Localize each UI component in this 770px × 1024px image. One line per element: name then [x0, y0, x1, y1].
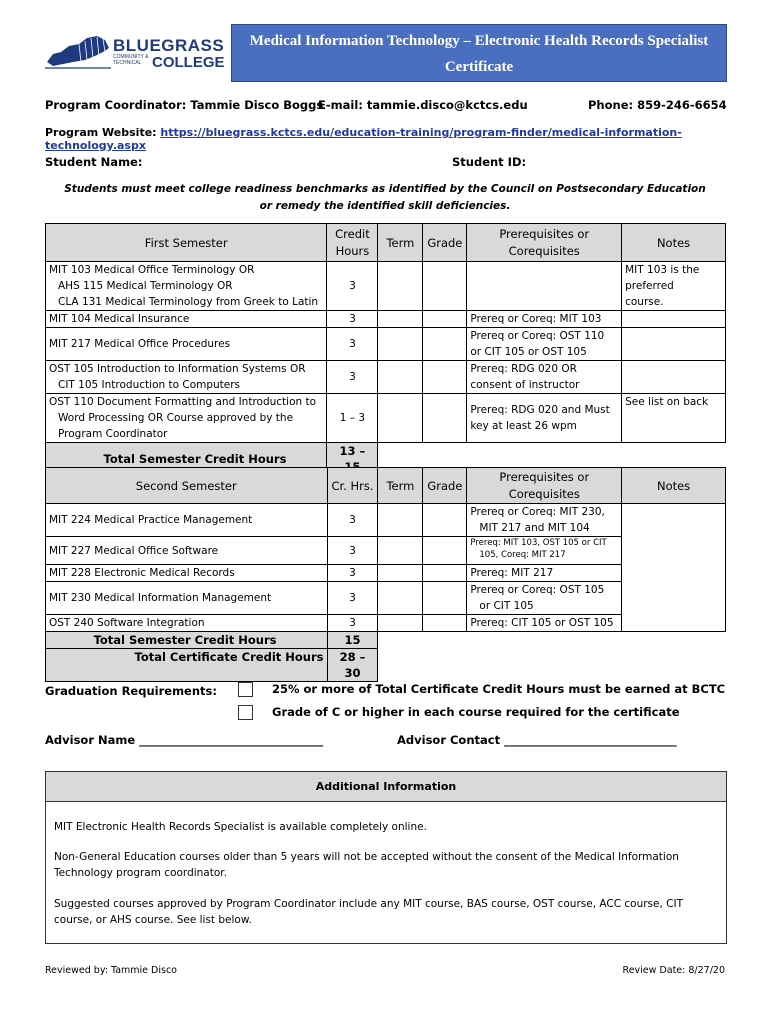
term-cell[interactable] — [378, 262, 423, 311]
col-header-course: Second Semester — [46, 468, 328, 504]
col-header-prereq: Prerequisites or Corequisites — [467, 224, 622, 262]
course-cell — [46, 262, 327, 311]
program-website — [45, 126, 770, 152]
prereq-cell: Prereq: CIT 105 or OST 105 — [467, 615, 622, 632]
course-cell: MIT 227 Medical Office Software — [46, 537, 328, 565]
prereq-cell — [467, 504, 622, 537]
prereq-line: consent of instructor — [470, 379, 580, 391]
document-title — [231, 24, 727, 82]
col-header-notes: Notes — [622, 468, 726, 504]
col-header-grade: Grade — [423, 224, 467, 262]
grade-cell[interactable] — [423, 504, 467, 537]
readiness-notice — [45, 181, 725, 215]
term-cell[interactable] — [378, 328, 423, 361]
total-label: Total Semester Credit Hours — [46, 443, 327, 476]
notice-line-2: or remedy the identified skill deficiencies. — [259, 200, 511, 212]
student-name-label: Student Name: — [45, 155, 143, 169]
prereq-line: MIT 217 and MIT 104 — [479, 522, 590, 534]
col-header-grade: Grade — [423, 468, 467, 504]
table-header-row — [46, 224, 726, 262]
review-date: Review Date: 8/27/20 — [622, 965, 725, 976]
course-cell — [46, 361, 327, 394]
notes-cell: See list on back — [622, 394, 726, 443]
requirement-1-text: 25% or more of Total Certificate Credit Hours must be earned at BCTC — [272, 682, 726, 696]
requirement-1-checkbox[interactable] — [238, 682, 253, 697]
col-header-course: First Semester — [46, 224, 327, 262]
logo-name: BLUEGRASS — [113, 36, 225, 55]
prereq-cell — [467, 582, 622, 615]
prereq-line: or CIT 105 — [479, 600, 534, 612]
grade-cell[interactable] — [423, 582, 467, 615]
empty-cell — [378, 632, 726, 649]
prereq-line: or CIT 105 or OST 105 — [470, 346, 587, 358]
notes-cell — [622, 262, 726, 311]
table-row — [46, 394, 726, 443]
notes-line: course. — [625, 296, 664, 308]
col-header-term: Term — [378, 468, 423, 504]
course-line: CLA 131 Medical Terminology from Greek to Latin — [58, 296, 319, 308]
prereq-line: Prereq: MIT 103, OST 105 or CIT — [470, 538, 607, 548]
total-row — [46, 649, 726, 682]
table-header-row — [46, 468, 726, 504]
prereq-line: Prereq or Coreq: OST 105 — [470, 584, 605, 596]
course-line: AHS 115 Medical Terminology OR — [58, 280, 233, 292]
notes-cell — [622, 328, 726, 361]
program-coordinator: Program Coordinator: Tammie Disco Boggs — [45, 98, 324, 112]
website-link[interactable]: https://bluegrass.kctcs.edu/education-training/program-finder/medical-information-technology.aspx — [45, 126, 682, 152]
total-certificate-label: Total Certificate Credit Hours — [46, 649, 328, 682]
prereq-cell — [467, 537, 622, 565]
col-header-notes: Notes — [622, 224, 726, 262]
term-cell[interactable] — [378, 394, 423, 443]
advisor-contact-field[interactable]: Advisor Contact ______________________________ — [397, 733, 677, 747]
notes-line: MIT 103 is the — [625, 264, 700, 276]
course-line: Word Processing OR Course approved by the — [58, 412, 294, 424]
course-cell: MIT 217 Medical Office Procedures — [46, 328, 327, 361]
graduation-label: Graduation Requirements: — [45, 684, 217, 698]
notes-cell — [622, 361, 726, 394]
course-cell: MIT 228 Electronic Medical Records — [46, 565, 328, 582]
reviewed-by: Reviewed by: Tammie Disco — [45, 965, 177, 976]
requirement-2-text: Grade of C or higher in each course required for the certificate — [272, 705, 680, 719]
notes-cell — [622, 311, 726, 328]
col-header-cr-hrs: Cr. Hrs. — [327, 468, 378, 504]
student-id-label: Student ID: — [452, 155, 527, 169]
col-header-prereq: Prerequisites or Corequisites — [467, 468, 622, 504]
course-line: OST 105 Introduction to Information Systems OR — [49, 363, 306, 375]
prereq-cell: Prereq or Coreq: MIT 103 — [467, 311, 622, 328]
course-cell: MIT 224 Medical Practice Management — [46, 504, 328, 537]
total-certificate-value: 28 – 30 — [327, 649, 378, 682]
grade-cell[interactable] — [423, 394, 467, 443]
additional-information-box — [45, 771, 727, 944]
prereq-line: Prereq or Coreq: MIT 230, — [470, 506, 605, 518]
logo-college: COLLEGE — [152, 54, 225, 71]
notes-cell — [622, 504, 726, 632]
coordinator-email: E-mail: tammie.disco@kctcs.edu — [318, 98, 528, 112]
title-line-2: Certificate — [444, 59, 514, 75]
course-line: MIT 103 Medical Office Terminology OR — [49, 264, 255, 276]
hours-cell: 3 — [327, 361, 378, 394]
notes-line: preferred — [625, 280, 674, 292]
hours-cell: 3 — [327, 565, 378, 582]
course-cell: MIT 230 Medical Information Management — [46, 582, 328, 615]
table-row — [46, 311, 726, 328]
prereq-line: key at least 26 wpm — [470, 420, 577, 432]
additional-paragraph-3: Suggested courses approved by Program Coordinator include any MIT course, BAS course, OST course, ACC course, CIT course, or AHS course. See list below. — [54, 898, 683, 926]
total-semester-label: Total Semester Credit Hours — [46, 632, 328, 649]
term-cell[interactable] — [378, 311, 423, 328]
prereq-cell — [467, 328, 622, 361]
requirement-2-checkbox[interactable] — [238, 705, 253, 720]
prereq-line: 105, Coreq: MIT 217 — [479, 550, 566, 560]
hours-cell: 3 — [327, 537, 378, 565]
prereq-line: Prereq or Coreq: OST 110 — [470, 330, 605, 342]
grade-cell[interactable] — [423, 565, 467, 582]
table-row — [46, 262, 726, 311]
table-row — [46, 361, 726, 394]
advisor-name-field[interactable]: Advisor Name ________________________________ — [45, 733, 324, 747]
prereq-cell: Prereq: MIT 217 — [467, 565, 622, 582]
term-cell[interactable] — [378, 537, 423, 565]
additional-paragraph-1: MIT Electronic Health Records Specialist is available completely online. — [54, 821, 427, 833]
second-semester-table — [45, 467, 726, 682]
course-cell: MIT 104 Medical Insurance — [46, 311, 327, 328]
prereq-line: Prereq: RDG 020 and Must — [470, 404, 610, 416]
additional-information-heading: Additional Information — [46, 772, 726, 802]
term-cell[interactable] — [378, 565, 423, 582]
hours-cell: 3 — [327, 615, 378, 632]
grade-cell[interactable] — [423, 615, 467, 632]
website-label: Program Website: — [45, 126, 157, 139]
table-row — [46, 328, 726, 361]
term-cell[interactable] — [378, 582, 423, 615]
notice-line-1: Students must meet college readiness benchmarks as identified by the Council on Postsecondary Education — [64, 183, 706, 195]
hours-cell: 1 – 3 — [327, 394, 378, 443]
hours-cell: 3 — [327, 311, 378, 328]
grade-cell[interactable] — [423, 262, 467, 311]
col-header-term: Term — [378, 224, 423, 262]
term-cell[interactable] — [378, 361, 423, 394]
term-cell[interactable] — [378, 504, 423, 537]
grade-cell[interactable] — [423, 311, 467, 328]
total-row — [46, 632, 726, 649]
total-semester-value: 15 — [327, 632, 378, 649]
course-cell: OST 240 Software Integration — [46, 615, 328, 632]
term-cell[interactable] — [378, 615, 423, 632]
col-header-credit-hours: Credit Hours — [327, 224, 378, 262]
coordinator-phone: Phone: 859-246-6654 — [588, 98, 727, 112]
table-row — [46, 504, 726, 537]
prereq-cell — [467, 361, 622, 394]
prereq-line: Prereq: RDG 020 OR — [470, 363, 577, 375]
grade-cell[interactable] — [423, 361, 467, 394]
course-line: Program Coordinator — [58, 428, 168, 440]
hours-cell: 3 — [327, 504, 378, 537]
logo-subtitle: COMMUNITY & TECHNICAL — [113, 54, 149, 66]
prereq-cell — [467, 394, 622, 443]
prereq-cell — [467, 262, 622, 311]
course-line: OST 110 Document Formatting and Introduction to — [49, 396, 317, 408]
hours-cell: 3 — [327, 262, 378, 311]
hours-cell: 3 — [327, 328, 378, 361]
grade-cell[interactable] — [423, 537, 467, 565]
kentucky-map-icon — [45, 32, 113, 72]
course-cell — [46, 394, 327, 443]
grade-cell[interactable] — [423, 328, 467, 361]
empty-cell — [378, 649, 726, 682]
first-semester-table — [45, 223, 726, 476]
additional-paragraph-2: Non-General Education courses older than 5 years will not be accepted without the consent of the Medical Information Technology program coordinator. — [54, 851, 679, 879]
title-line-1: Medical Information Technology – Electronic Health Records Specialist — [249, 33, 709, 49]
total-value: 13 – — [327, 443, 378, 476]
course-line: CIT 105 Introduction to Computers — [58, 379, 241, 391]
hours-cell: 3 — [327, 582, 378, 615]
